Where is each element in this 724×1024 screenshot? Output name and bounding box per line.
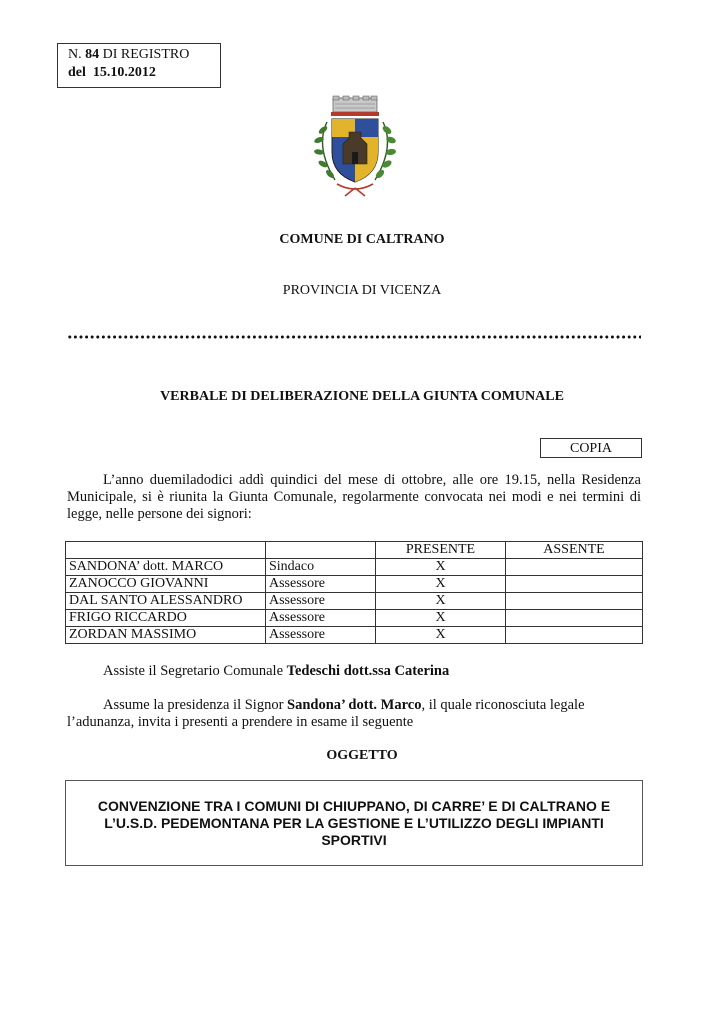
comune-title: COMUNE DI CALTRANO (279, 232, 445, 247)
oggetto-line-2: L’U.S.D. PEDEMONTANA PER LA GESTIONE E L’UTILIZZO DEGLI IMPIANTI (104, 815, 604, 831)
assente-mark (506, 627, 643, 644)
member-name: DAL SANTO ALESSANDRO (66, 593, 266, 610)
crown-icon (331, 96, 379, 116)
registro-number: 84 (85, 47, 100, 62)
header-cell-presente: PRESENTE (376, 542, 506, 559)
attendance-table (65, 541, 643, 644)
member-role: Assessore (266, 593, 376, 610)
table-row (66, 610, 643, 627)
registro-date-line: del 15.10.2012 (68, 65, 156, 80)
assente-mark (506, 559, 643, 576)
presente-mark: X (376, 627, 506, 644)
header-cell-role (266, 542, 376, 559)
registro-date: 15.10.2012 (92, 65, 156, 80)
registro-box (57, 43, 221, 88)
segretario-name: Tedeschi dott.ssa Caterina (286, 663, 450, 679)
presente-mark: X (376, 559, 506, 576)
ribbon-icon (337, 184, 373, 196)
member-role: Assessore (266, 627, 376, 644)
oggetto-line-3: SPORTIVI (321, 832, 387, 848)
presente-mark: X (376, 610, 506, 627)
member-name: ZORDAN MASSIMO (66, 627, 266, 644)
header-cell-assente: ASSENTE (506, 542, 643, 559)
presidenza-paragraph: Assume la presidenza il Signor Sandona’ dott. Marco, il quale riconosciuta legale l’adunanza, invita i presenti a prendere in esame il seguente (67, 697, 585, 730)
presidente-name: Sandona’ dott. Marco (287, 697, 422, 713)
oggetto-line-1: CONVENZIONE TRA I COMUNI DI CHIUPPANO, DI CARRE’ E DI CALTRANO E (97, 798, 611, 814)
table-row (66, 593, 643, 610)
table-header-row (66, 542, 643, 559)
copia-label: COPIA (540, 438, 642, 458)
member-role: Sindaco (266, 559, 376, 576)
table-row (66, 576, 643, 593)
member-name: FRIGO RICCARDO (66, 610, 266, 627)
member-name: SANDONA’ dott. MARCO (66, 559, 266, 576)
coat-of-arms-emblem (305, 92, 405, 202)
segretario-line: Assiste il Segretario Comunale Tedeschi dott.ssa Caterina (103, 663, 450, 679)
member-role: Assessore (266, 610, 376, 627)
header-cell-name (66, 542, 266, 559)
shield-icon (332, 119, 378, 182)
oggetto-label: OGGETTO (326, 748, 398, 763)
table-row (66, 559, 643, 576)
presente-mark: X (376, 593, 506, 610)
intro-paragraph: L’anno duemiladodici addì quindici del mese di ottobre, alle ore 19.15, nella Residenza Municipale, si è riunita la Giunta Comunale, regolarmente convocata nei modi e nei termini di legge, nelle persone dei signori: (67, 472, 641, 522)
registro-number-line: N. 84 DI REGISTRO (68, 47, 190, 62)
member-name: ZANOCCO GIOVANNI (66, 576, 266, 593)
member-role: Assessore (266, 576, 376, 593)
table-row (66, 627, 643, 644)
assente-mark (506, 610, 643, 627)
assente-mark (506, 576, 643, 593)
dotted-separator (67, 334, 641, 340)
provincia-title: PROVINCIA DI VICENZA (282, 283, 442, 298)
verbale-title: VERBALE DI DELIBERAZIONE DELLA GIUNTA COMUNALE (160, 389, 564, 404)
assente-mark (506, 593, 643, 610)
presente-mark: X (376, 576, 506, 593)
oggetto-box (65, 780, 643, 866)
